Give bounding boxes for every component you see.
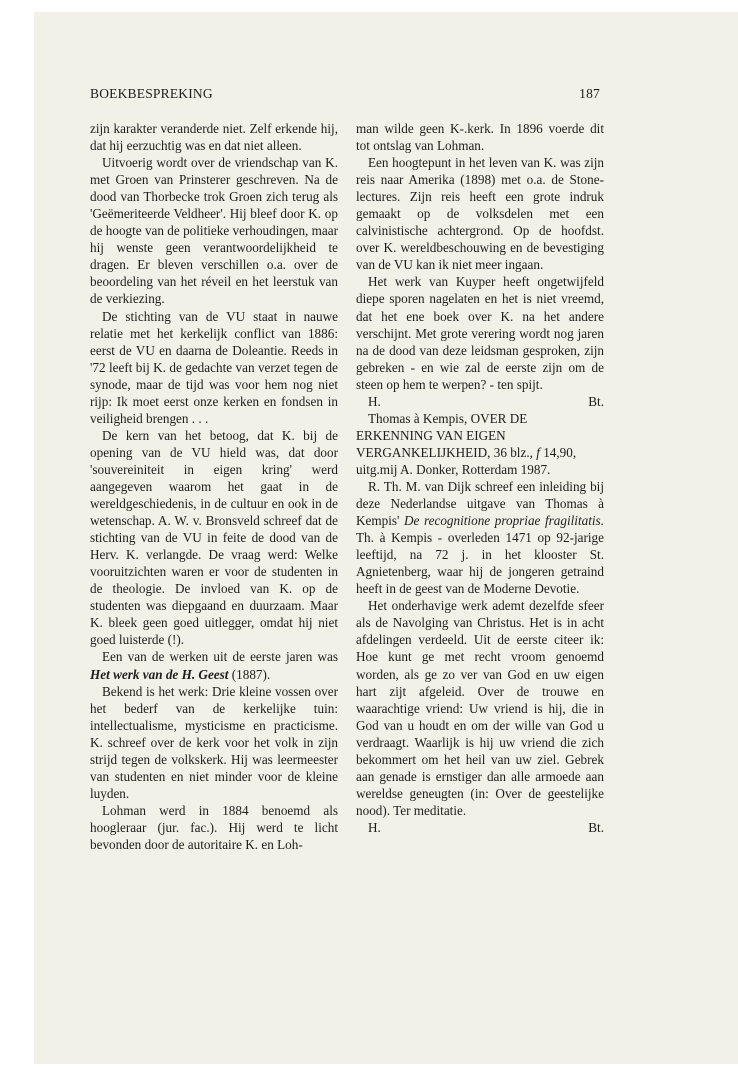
scan-bottom-margin — [0, 1064, 738, 1068]
paragraph: De kern van het betoog, dat K. bij de opening van de VU hield was, dat door 'souvereiniteit in eigen kring' werd aangegeven waarom het gaat in de wereldgeschiedenis, in de cultuur en ook in de wetenschap. A. W. v. Bronsveld schreef dat de stichting van de VU in feite de dood van de Herv. K. verlangde. De vraag werd: Welke vooruitzichten waren er voor de studenten in de theologie. De invloed van K. op de studenten was diepgaand en duurzaam. Maar K. bleek geen goed uitlegger, omdat hij niet goed luisterde (!). — [90, 427, 338, 648]
review-signature — [356, 819, 604, 836]
signature-initials: Bt. — [588, 393, 604, 409]
signature-initials: Bt. — [588, 819, 604, 835]
paragraph — [356, 478, 604, 597]
text-run: Een van de werken uit de eerste jaren was — [102, 649, 338, 665]
paragraph: Lohman werd in 1884 benoemd als hoogleraar (jur. fac.). Hij werd te licht bevonden door de autoritaire K. en Loh- — [90, 802, 338, 852]
page-number: 187 — [579, 86, 600, 101]
bib-author: Thomas à Kempis, — [368, 410, 471, 426]
text-run: R. Th. M. van Dijk schreef een inleiding bij deze Nederlandse uitgave van Thomas à Kempis' — [356, 478, 604, 529]
paragraph: Bekend is het werk: Drie kleine vossen over het bederf van de kerkelijke tuin: intellectualisme, mysticisme en practicisme. K. schreef over de kerk voor het volk in zijn strijd tegen de volkskerk. Hij was leermeester van studenten en niet minder voor de kleine luyden. — [90, 683, 338, 801]
paragraph: Het onderhavige werk ademt dezelfde sfeer als de Navolging van Christus. Het is in acht afdelingen verdeeld. Uit de eerste citeer ik: Hoe kunt ge met recht vroom genoemd worden, als ge zo ver van God en uw eigen hart zijt afgeleid. Over de trouwe en waarachtige vriend: Uw vriend is hij, die in God van u houdt en om der wille van God u verdraagt. Waarlijk is hij uw vriend die zich bekommert om het heil van uw ziel. Gebrek aan genade is ernstiger dan alle armoede aan wereldse geneugten (in: Over de geestelijke nood). Ter meditatie. — [356, 598, 604, 818]
book-title: Het werk van de H. Geest — [90, 666, 229, 682]
bib-publication: 14,90, uitg.mij A. Donker, Rotterdam 1987. — [356, 444, 577, 477]
scan-top-margin — [0, 0, 738, 12]
bib-price-symbol: f — [536, 444, 540, 460]
text-run: Th. à Kempis - overleden 1471 op 92-jarige leeftijd, na 72 j. in het klooster St. Agnietenberg, waar hij de jongeren getraind heeft in de geest van de Moderne Devotie. — [356, 530, 604, 597]
paragraph: Uitvoerig wordt over de vriendschap van K. met Groen van Prinsterer geschreven. Na de dood van Thorbecke trok Groen zich terug als 'Geëmeriteerde Veldheer'. Hij bleef door K. op de hoogte van de politieke verhoudingen, maar hij wenste geen verantwoordelijkheid te dragen. Er bleven verschillen o.a. over de beoordeling van het réveil en het leerstuk van de verkiezing. — [90, 155, 338, 307]
running-header — [90, 86, 600, 104]
paragraph: zijn karakter veranderde niet. Zelf erkende hij, dat hij eerzuchtig was en dat niet alleen. — [90, 121, 338, 154]
section-title: BOEKBESPREKING — [90, 86, 213, 101]
left-column — [90, 120, 338, 853]
signature-initial: H. — [368, 819, 381, 835]
text-run: (1887). — [228, 666, 271, 682]
right-column — [356, 120, 604, 836]
paragraph: man wilde geen K-.kerk. In 1896 voerde dit tot ontslag van Lohman. — [356, 121, 604, 154]
paragraph: Het werk van Kuyper heeft ongetwijfeld diepe sporen nagelaten en het is niet vreemd, dat het ene boek over K. na het andere verschijnt. Met grote verering wordt nog jaren na de dood van deze leidsman gesproken, zijn gebreken - en wie zal de eerste zijn om de steen op hem te werpen? - ten spijt. — [356, 274, 604, 392]
bibliographic-entry — [356, 410, 604, 478]
paragraph: Een hoogtepunt in het leven van K. was zijn reis naar Amerika (1898) met o.a. de Stone-lectures. Zijn reis heeft een grote indruk gemaakt op de volksdelen met een calvinistische achtergrond. Op de hoofdst. over K. wereldbeschouwing en de bevestiging van de VU kan ik niet meer ingaan. — [356, 155, 604, 273]
review-signature — [356, 393, 604, 410]
paragraph — [90, 648, 338, 682]
work-title: De recognitione propriae fragilitatis. — [404, 513, 604, 529]
signature-initial: H. — [368, 393, 381, 409]
bib-title: OVER DE ERKENNING VAN EIGEN VERGANKELIJKHEID — [356, 410, 528, 460]
paragraph: De stichting van de VU staat in nauwe relatie met het kerkelijk conflict van 1886: eerst de VU en daarna de Doleantie. Reeds in '72 leeft bij K. de gedachte van verzet tegen de synode, maar de tijd was voor hem nog niet rijp: Ik moet eerst onze kerken en fondsen in veiligheid brengen . . . — [90, 308, 338, 426]
bib-publication: , 36 blz., — [487, 444, 537, 460]
scan-left-margin — [0, 0, 34, 1068]
